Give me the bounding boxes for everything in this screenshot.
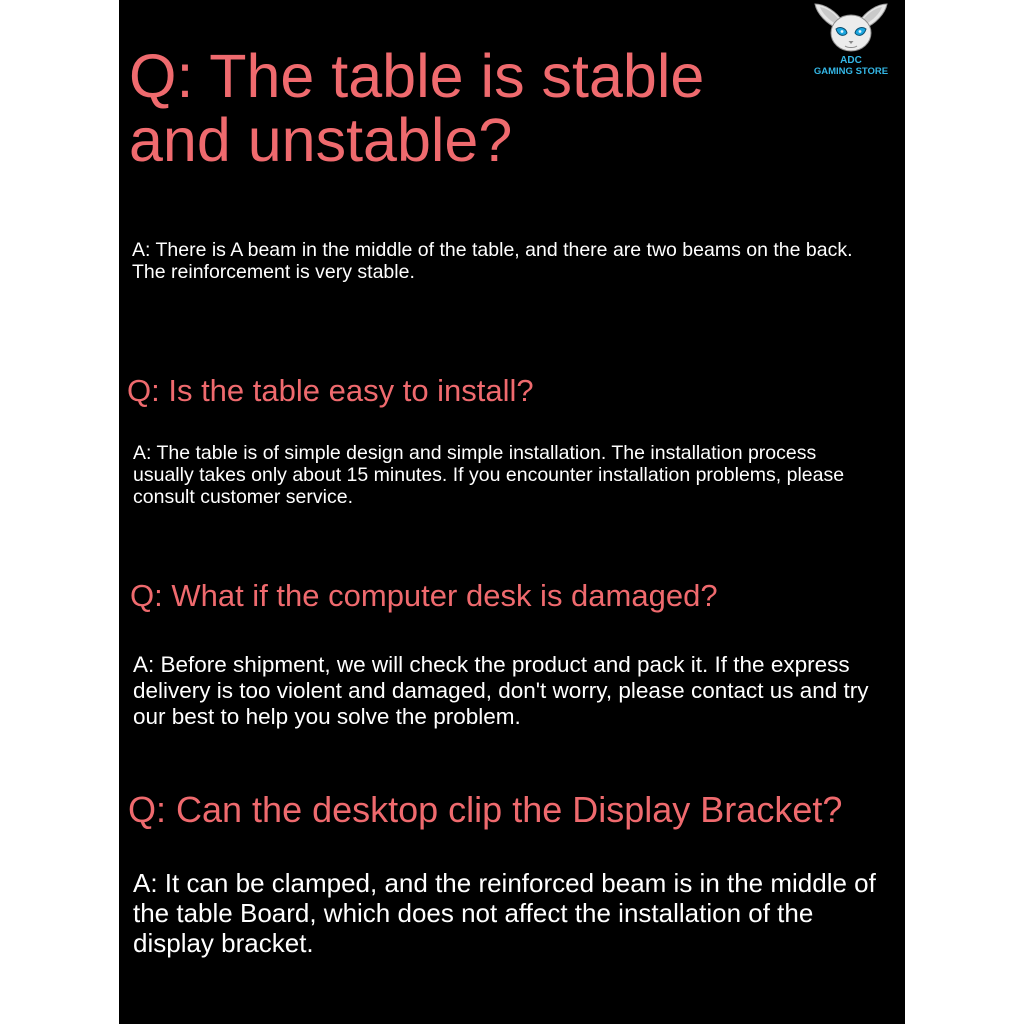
logo-text-brand: ADC: [840, 55, 862, 66]
faq-question-1: Q: The table is stable and unstable?: [129, 42, 705, 174]
faq-answer-1: A: There is A beam in the middle of the table, and there are two beams on the back. The reinforcement is very stable.: [132, 239, 853, 283]
rabbit-mascot-icon: [809, 0, 893, 56]
faq-panel: [119, 0, 905, 1024]
logo-text-store: GAMING STORE: [813, 66, 889, 77]
faq-answer-2: A: The table is of simple design and simple installation. The installation process usually takes only about 15 minutes. If you encounter installation problems, please consult customer service.: [133, 442, 845, 508]
faq-question-3: Q: What if the computer desk is damaged?: [130, 578, 718, 613]
faq-answer-3: A: Before shipment, we will check the product and pack it. If the express delivery is too violent and damaged, don't worry, please contact us and try our best to help you solve the problem.: [133, 652, 869, 729]
faq-question-2: Q: Is the table easy to install?: [127, 373, 534, 408]
faq-question-4: Q: Can the desktop clip the Display Bracket?: [128, 789, 843, 830]
faq-answer-4: A: It can be clamped, and the reinforced beam is in the middle of the table Board, which does not affect the installation of the display bracket.: [133, 868, 876, 958]
store-logo: [795, 0, 907, 82]
